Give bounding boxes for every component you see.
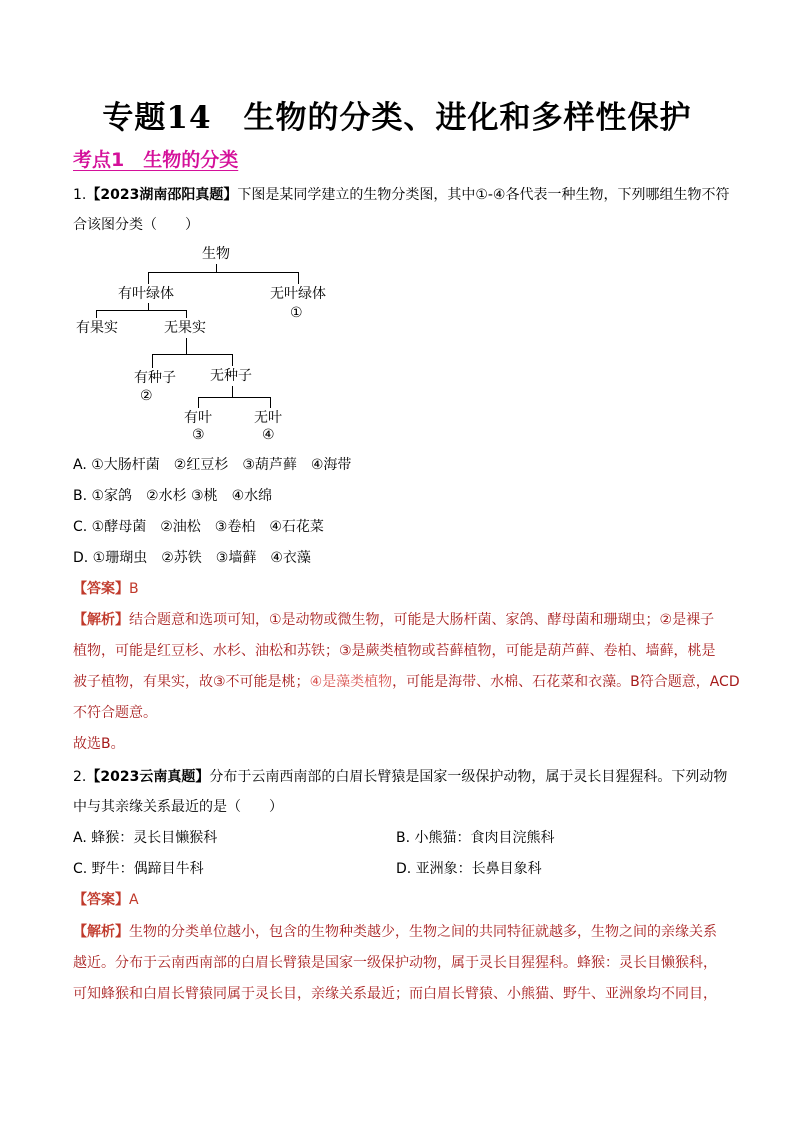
q1-option-b: B. ①家鸽 ②水杉 ③桃 ④水绵 — [73, 488, 273, 504]
q1-stem-line1 — [73, 185, 729, 205]
tree-connector — [152, 354, 232, 355]
tree-connector — [186, 310, 187, 318]
q1-number: 1. — [73, 187, 87, 203]
tree-connector — [96, 310, 97, 318]
tree-connector — [148, 303, 149, 310]
tree-connector — [232, 386, 233, 397]
q1-analysis-l3c: ，可能是海带、水棉、石花菜和衣藻。B符合题意，ACD — [392, 674, 740, 690]
tree-connector — [198, 397, 270, 398]
q1-analysis-line4: 不符合题意。 — [73, 705, 157, 721]
q1-answer-tag: 【答案】 — [73, 581, 129, 597]
tree-mark-2: ② — [140, 388, 153, 404]
tree-node-no-seed: 无种子 — [210, 368, 252, 384]
q1-answer — [73, 579, 139, 599]
q2-answer-tag: 【答案】 — [73, 892, 129, 908]
q1-option-c: C. ①酵母菌 ②油松 ③卷柏 ④石花菜 — [73, 519, 324, 535]
q2-stem-line1 — [73, 767, 727, 787]
tree-connector — [270, 397, 271, 408]
q2-stem-line2: 中与其亲缘关系最近的是（ ） — [73, 799, 283, 815]
q2-number: 2. — [73, 769, 87, 785]
q1-option-a: A. ①大肠杆菌 ②红豆杉 ③葫芦藓 ④海带 — [73, 457, 352, 473]
q1-analysis-line3 — [73, 672, 740, 692]
q1-answer-value: B — [129, 581, 139, 597]
tree-connector — [148, 272, 149, 284]
q2-answer — [73, 890, 139, 910]
classification-tree — [60, 236, 360, 456]
q2-option-b: B. 小熊猫：食肉目浣熊科 — [396, 830, 555, 846]
q2-option-a: A. 蜂猴：灵长目懒猴科 — [73, 830, 218, 846]
tree-node-no-leaf: 无叶 — [254, 410, 282, 426]
tree-node-leaf: 有叶 — [184, 410, 212, 426]
tree-node-fruit: 有果实 — [76, 320, 118, 336]
tree-connector — [96, 310, 186, 311]
q1-analysis-tag: 【解析】 — [73, 612, 129, 628]
tree-connector — [216, 264, 217, 272]
q1-analysis-text: 结合题意和选项可知，①是动物或微生物，可能是大肠杆菌、家鸽、酵母菌和珊瑚虫；②是裸子 — [129, 612, 715, 628]
q1-option-d: D. ①珊瑚虫 ②苏铁 ③墙藓 ④衣藻 — [73, 550, 311, 566]
section-heading: 考点1 生物的分类 — [73, 149, 239, 171]
q1-analysis-l3a: 被子植物，有果实，故③不可能是桃； — [73, 674, 310, 690]
q2-analysis-line2: 越近。分布于云南西南部的白眉长臂猿是国家一级保护动物，属于灵长目猩猩科。蜂猴：灵长目懒猴科， — [73, 955, 717, 971]
q2-option-c: C. 野牛：偶蹄目牛科 — [73, 861, 204, 877]
tree-connector — [186, 338, 187, 354]
tree-mark-3: ③ — [192, 427, 205, 443]
q2-option-d: D. 亚洲象：长鼻目象科 — [396, 861, 542, 877]
tree-mark-1: ① — [290, 305, 303, 321]
tree-connector — [148, 272, 298, 273]
q1-stem-line2: 合该图分类（ ） — [73, 217, 199, 233]
tree-node-green-leaf: 有叶绿体 — [118, 286, 174, 302]
tree-connector — [232, 354, 233, 366]
q1-analysis-l3b: ④是藻类植物 — [309, 674, 393, 690]
q2-analysis-line1 — [73, 922, 717, 942]
q2-analysis-line3: 可知蜂猴和白眉长臂猿同属于灵长目，亲缘关系最近；而白眉长臂猿、小熊猫、野牛、亚洲象均不同目， — [73, 986, 717, 1002]
q2-analysis-tag: 【解析】 — [73, 924, 129, 940]
tree-connector — [298, 272, 299, 284]
q1-conclusion: 故选B。 — [73, 736, 125, 752]
tree-node-root: 生物 — [202, 246, 230, 262]
q2-analysis-text: 生物的分类单位越小，包含的生物种类越少，生物之间的共同特征就越多，生物之间的亲缘关系 — [129, 924, 717, 940]
q2-stem-text: 分布于云南西南部的白眉长臂猿是国家一级保护动物，属于灵长目猩猩科。下列动物 — [209, 769, 728, 785]
tree-node-no-green-leaf: 无叶绿体 — [270, 286, 326, 302]
tree-connector — [198, 397, 199, 408]
q1-stem-text: 下图是某同学建立的生物分类图，其中①-④各代表一种生物，下列哪组生物不符 — [237, 187, 730, 203]
q1-source: 【2023湖南邵阳真题】 — [86, 187, 238, 203]
q2-answer-value: A — [129, 892, 139, 908]
tree-node-seed: 有种子 — [134, 370, 176, 386]
tree-connector — [152, 354, 153, 368]
q2-source: 【2023云南真题】 — [86, 769, 210, 785]
tree-mark-4: ④ — [262, 427, 275, 443]
q1-analysis-line1 — [73, 610, 714, 630]
page-title: 专题14 生物的分类、进化和多样性保护 — [102, 100, 692, 136]
tree-node-no-fruit: 无果实 — [164, 320, 206, 336]
q1-analysis-line2: 植物，可能是红豆杉、水杉、油松和苏铁；③是蕨类植物或苔藓植物，可能是葫芦藓、卷柏、墙藓，桃是 — [73, 643, 716, 659]
